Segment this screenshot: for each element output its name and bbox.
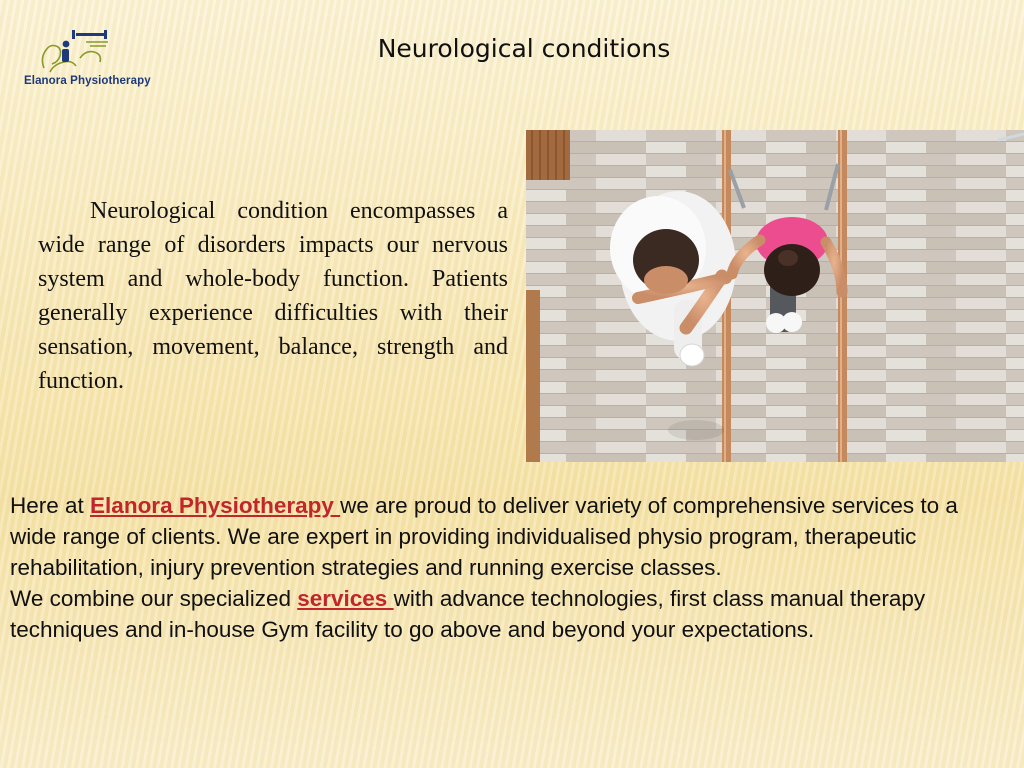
paragraph-services-after: with advance technologies, first class manual therapy techniques and in-house Gym facility to go above and beyond your expectations. [10, 586, 926, 642]
paragraph-intro [10, 490, 1010, 583]
logo-text: Elanora Physiotherapy [24, 75, 151, 87]
page-title: Neurological conditions [377, 34, 671, 63]
paragraph-intro-before: Here at [10, 493, 91, 518]
elanora-physiotherapy-link[interactable]: Elanora Physiotherapy [90, 493, 341, 518]
paragraph-intro-after: we are proud to deliver variety of comprehensive services to a wide range of clients. We are expert in providing individualised physio program, therapeutic rehabilitation, injury prevention strategies and running exercise classes. [10, 493, 958, 580]
services-description [10, 490, 1010, 645]
services-link[interactable]: services [297, 586, 394, 611]
paragraph-services-before: We combine our specialized [10, 586, 298, 611]
intro-paragraph: Neurological condition encompasses a wide range of disorders impacts our nervous system and whole-body function. Patients generally experience difficulties with their sensation, movement, balance, strength and function. [38, 198, 508, 394]
therapy-photo [526, 130, 1024, 462]
paragraph-services [10, 583, 1010, 645]
